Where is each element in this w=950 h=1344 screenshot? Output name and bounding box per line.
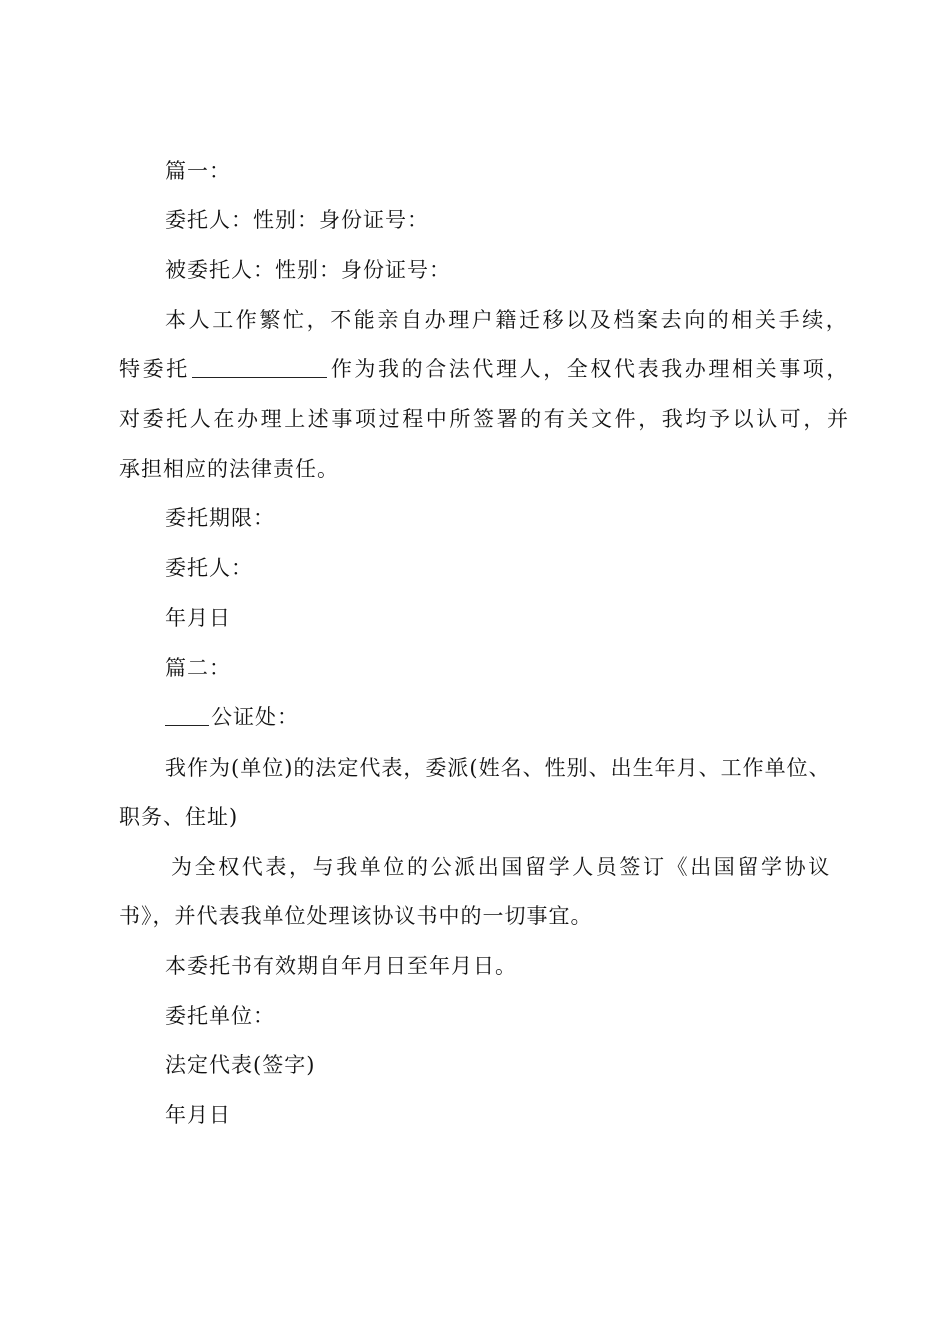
part2-body-line-4: 书》，并代表我单位处理该协议书中的一切事宜。 (119, 904, 593, 928)
legal-rep-signature-label: 法定代表(签字) (165, 1053, 316, 1077)
validity-line: 本委托书有效期自年月日至年月日。 (165, 954, 517, 978)
part1-body-line-3: 对委托人在办理上述事项过程中所签署的有关文件，我均予以认可，并 (119, 407, 851, 431)
part2-body-line-3: 为全权代表，与我单位的公派出国留学人员签订《出国留学协议 (171, 855, 832, 879)
part1-body-line-1: 本人工作繁忙，不能亲自办理户籍迁移以及档案去向的相关手续， (165, 308, 850, 332)
principal-info-line: 委托人：性别：身份证号： (165, 208, 429, 232)
part1-body-line-2 (119, 355, 850, 383)
part2-body-line-2: 职务、住址) (119, 805, 239, 829)
part1-body-line-4: 承担相应的法律责任。 (119, 457, 339, 481)
notary-office-blank (165, 703, 209, 726)
entrusting-unit-label: 委托单位： (165, 1004, 275, 1028)
principal-sign-label: 委托人： (165, 556, 253, 580)
notary-office-suffix: 公证处： (211, 705, 299, 729)
agent-name-blank (192, 355, 327, 378)
part1-date: 年月日 (165, 606, 231, 630)
entrust-suffix: 作为我的合法代理人，全权代表我办理相关事项， (330, 357, 851, 381)
part2-heading: 篇二： (165, 656, 231, 680)
part2-date: 年月日 (165, 1103, 231, 1127)
term-label: 委托期限： (165, 506, 275, 530)
notary-office-line (165, 703, 299, 731)
entrust-prefix: 特委托 (119, 357, 190, 381)
part2-body-line-1: 我作为(单位)的法定代表，委派(姓名、性别、出生年月、工作单位、 (165, 756, 831, 780)
part1-heading: 篇一： (165, 159, 231, 183)
agent-info-line: 被委托人：性别：身份证号： (165, 258, 451, 282)
